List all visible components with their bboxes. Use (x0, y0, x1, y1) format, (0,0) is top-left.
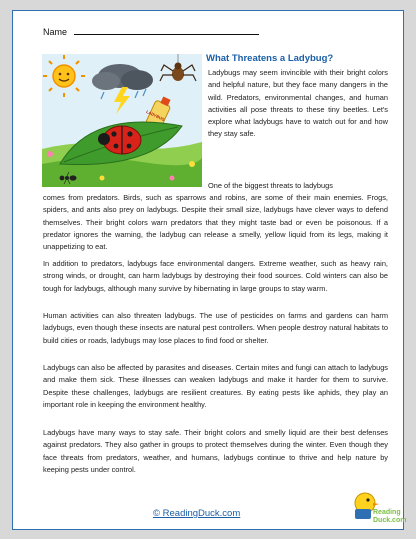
paragraph-parasites: Ladybugs can also be affected by parasites and diseases. Certain mites and fungi can attach to ladybugs and make them sick. These illnesses can weaken ladybugs and make it harder for them to survive. Despite these challenges, ladybugs are resilient creatures. By eating pests like aphids, they play an important role in keeping the environment healthy. (43, 363, 388, 409)
paragraph-environment: In addition to predators, ladybugs face environmental dangers. Extreme weather, such as heavy rain, strong winds, or drought, can harm ladybugs by destroying their food sources. Cold winters can also be tough for ladybugs, although many survive by hibernating in large groups to stay warm. (43, 259, 388, 293)
paragraph-predators-start: One of the biggest threats to ladybugs (208, 181, 333, 190)
ladybug-threats-illustration (42, 54, 202, 187)
paragraph-conclusion: Ladybugs have many ways to stay safe. Their bright colors and smelly liquid are their best defenses against predators. They also gather in groups to protect themselves during the winter. Even though they face threats from predators, weather, and humans, ladybugs continue to thrive and help nature by keeping pests under control. (43, 428, 388, 474)
worksheet-page (12, 10, 407, 530)
logo-line1: Reading (373, 509, 401, 516)
name-label: Name (43, 27, 68, 37)
paragraph-intro: Ladybugs may seem invincible with their bright colors and helpful nature, but they face many dangers in the wild. Predators, environmental changes, and human activities all pose threats to these tiny beetles. Let's explore what ladybugs have to watch out for and how they stay safe. (208, 68, 388, 139)
bottle-label: LADYBUG (145, 109, 166, 122)
paragraph-predators: comes from predators. Birds, such as sparrows and robins, are some of their main enemies. Frogs, spiders, and ants also prey on ladybugs. Despite their small size, ladybugs have clever ways to defend themselves. Their bright colors warn predators that they might taste bad or even be poisonous. If a predator ignores the warning, the ladybug can release a smelly, yellow liquid from its legs, making it unappetizing to eat. (43, 193, 388, 252)
name-line (74, 26, 259, 35)
reading-duck-logo (351, 485, 407, 527)
name-field[interactable] (43, 26, 259, 37)
logo-line2: Duck.com (373, 517, 407, 524)
paragraph-human-activities: Human activities can also threaten ladybugs. The use of pesticides on farms and gardens can harm ladybugs, even though these insects are natural pest controllers. When people destroy natural habitats to build cities or roads, ladybugs may lose places to find food or shelter. (43, 311, 388, 345)
article-title: What Threatens a Ladybug? (206, 53, 334, 64)
footer-link[interactable]: © ReadingDuck.com (153, 508, 241, 519)
